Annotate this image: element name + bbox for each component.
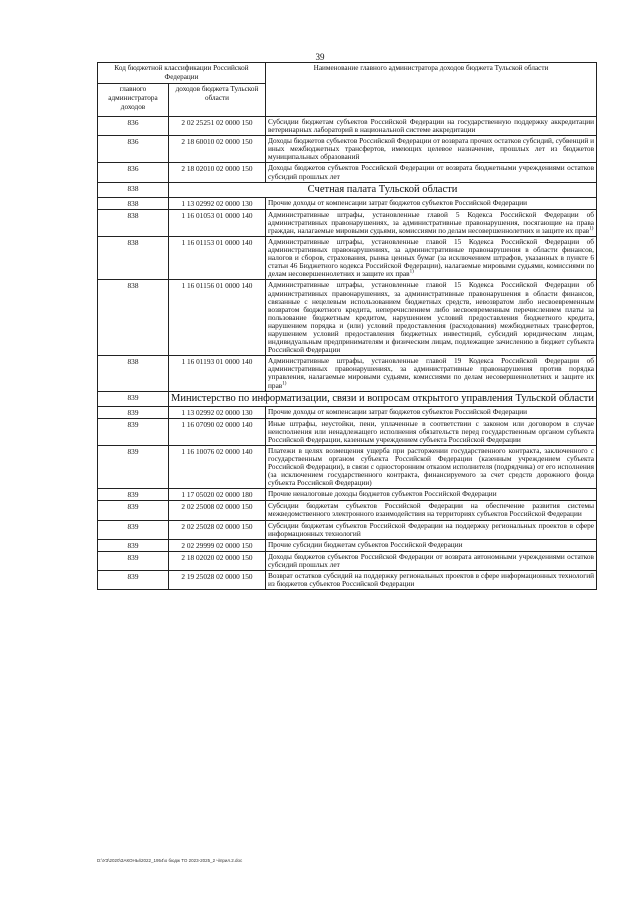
table-row bbox=[98, 501, 597, 520]
budget-code-header: Код бюджетной классификации Российской Федерации bbox=[98, 63, 266, 84]
revenue-description-cell bbox=[266, 489, 597, 501]
table-row bbox=[98, 236, 597, 279]
page-number: 39 bbox=[315, 52, 325, 62]
revenue-code-header: доходов бюджета Тульской области bbox=[169, 84, 266, 117]
revenue-description-cell bbox=[266, 551, 597, 570]
description-text: Административные штрафы, установленные главой 19 Кодекса Российской Федерации об административных правонарушениях, за административные правонарушения против порядка управления, налагаемые мировыми судьями, комиссиями по делам несовершеннолетних и защите их прав bbox=[268, 356, 595, 390]
table-row bbox=[98, 539, 597, 551]
admin-code-cell: 839 bbox=[98, 539, 169, 551]
description-text: Доходы бюджетов субъектов Российской Федерации от возврата бюджетными учреждениями остатков субсидий прошлых лет bbox=[268, 163, 595, 181]
revenue-description-cell bbox=[266, 501, 597, 520]
revenue-code-cell: 2 02 25008 02 0000 150 bbox=[169, 501, 266, 520]
footnote-marker: 1) bbox=[409, 269, 414, 275]
description-text: Субсидии бюджетам субъектов Российской Федерации на обеспечение развития системы межведомственного электронного взаимодействия на территориях субъектов Российской Федерации bbox=[268, 501, 595, 519]
admin-code-cell: 836 bbox=[98, 136, 169, 163]
table-row bbox=[98, 520, 597, 539]
admin-code-cell: 838 bbox=[98, 209, 169, 236]
description-text: Субсидии бюджетам субъектов Российской Федерации на поддержку региональных проектов в сфере информационных технологий bbox=[268, 520, 595, 538]
description-text: Доходы бюджетов субъектов Российской Федерации от возврата прочих остатков субсидий, субвенций и иных межбюджетных трансфертов, имеющих целевое назначение, прошлых лет из бюджетов муниципальных образований bbox=[268, 136, 595, 162]
description-text: Прочие доходы от компенсации затрат бюджетов субъектов Российской Федерации bbox=[268, 197, 528, 207]
revenue-description-cell bbox=[266, 356, 597, 391]
revenue-code-cell: 2 02 25028 02 0000 150 bbox=[169, 520, 266, 539]
admin-code-cell: 839 bbox=[98, 551, 169, 570]
description-text: Возврат остатков субсидий на поддержку региональных проектов в сфере информационных технологий из бюджетов субъектов Российской Федерации bbox=[268, 570, 595, 589]
revenue-description-cell bbox=[266, 406, 597, 418]
revenue-code-cell: 2 18 02010 02 0000 150 bbox=[169, 163, 266, 182]
admin-code-cell: 839 bbox=[98, 445, 169, 488]
section-title: Министерство по информатизации, связи и вопросам открытого управления Тульской области bbox=[169, 391, 597, 406]
admin-code-cell: 839 bbox=[98, 406, 169, 418]
description-text: Прочие субсидии бюджетам субъектов Российской Федерации bbox=[268, 539, 463, 549]
admin-code-cell: 838 bbox=[98, 182, 169, 197]
revenue-code-cell: 1 16 10076 02 0000 140 bbox=[169, 445, 266, 488]
revenue-code-cell: 1 16 01156 01 0000 140 bbox=[169, 280, 266, 356]
table-row bbox=[98, 163, 597, 182]
revenue-description-cell bbox=[266, 520, 597, 539]
revenue-code-cell: 2 02 25251 02 0000 150 bbox=[169, 117, 266, 136]
description-text: Субсидии бюджетам субъектов Российской Федерации на государственную поддержку аккредитации ветеринарных лабораторий в национальной системе аккредитации bbox=[268, 117, 595, 135]
revenue-description-cell bbox=[266, 236, 597, 279]
revenue-description-cell bbox=[266, 136, 597, 163]
revenue-code-cell: 1 16 07090 02 0000 140 bbox=[169, 418, 266, 445]
table-row bbox=[98, 445, 597, 488]
description-text: Доходы бюджетов субъектов Российской Федерации от возврата автономными учреждениями остатков субсидий прошлых лет bbox=[268, 551, 595, 569]
description-text: Иные штрафы, неустойки, пени, уплаченные в соответствии с законом или договором в случае неисполнения или ненадлежащего исполнения обязательств перед государственным органом субъекта Российской Федерации, казенным учреждением субъекта Российской Федерации bbox=[268, 418, 595, 444]
revenue-administrators-table bbox=[97, 62, 597, 590]
revenue-code-cell: 1 17 05020 02 0000 180 bbox=[169, 489, 266, 501]
revenue-code-cell: 2 18 02020 02 0000 150 bbox=[169, 551, 266, 570]
section-row bbox=[98, 391, 597, 406]
admin-code-cell: 836 bbox=[98, 163, 169, 182]
table-row bbox=[98, 136, 597, 163]
revenue-code-cell: 1 16 01193 01 0000 140 bbox=[169, 356, 266, 391]
description-text: Административные штрафы, установленные главой 15 Кодекса Российской Федерации об административных правонарушениях, за административные правонарушения в области финансов, связанные с нецелевым использованием бюджетных средств, невозвратом либо несвоевременным возвратом бюджетного кредита, неперечислением либо несвоевременным перечислением платы за пользование бюджетным кредитом, нарушением условий предоставления бюджетного кредита, нарушением порядка и (или) условий предоставления (расходования) межбюджетных трансфертов, нарушением условий предоставления бюджетных инвестиций, субсидий юридическим лицам, индивидуальным предпринимателям и физическим лицам, подлежащие зачислению в бюджет субъекта Российской Федерации bbox=[268, 280, 595, 355]
admin-code-cell: 839 bbox=[98, 489, 169, 501]
table-row bbox=[98, 117, 597, 136]
revenue-code-cell: 1 13 02992 02 0000 130 bbox=[169, 406, 266, 418]
administrator-name-header: Наименование главного администратора доходов бюджета Тульской области bbox=[266, 63, 597, 117]
admin-code-cell: 839 bbox=[98, 418, 169, 445]
table-row bbox=[98, 280, 597, 356]
description-text: Прочие доходы от компенсации затрат бюджетов субъектов Российской Федерации bbox=[268, 406, 528, 416]
table-row bbox=[98, 551, 597, 570]
revenue-code-cell: 1 13 02992 02 0000 130 bbox=[169, 197, 266, 209]
revenue-description-cell bbox=[266, 163, 597, 182]
table-row bbox=[98, 356, 597, 391]
table-row bbox=[98, 489, 597, 501]
revenue-code-cell: 1 16 01153 01 0000 140 bbox=[169, 236, 266, 279]
revenue-code-cell: 1 16 01053 01 0000 140 bbox=[169, 209, 266, 236]
description-text: Административные штрафы, установленные главой 15 Кодекса Российской Федерации об административных правонарушениях, за административные правонарушения в области финансов, налогов и сборов, страхования, рынка ценных бумаг (за исключением штрафов, указанных в пункте 6 статьи 46 Бюджетного кодекса Российской Федерации), налагаемые мировыми судьями, комиссиями по делам несовершеннолетних и защите их прав bbox=[268, 236, 595, 279]
revenue-description-cell bbox=[266, 197, 597, 209]
table-row bbox=[98, 406, 597, 418]
revenue-description-cell bbox=[266, 570, 597, 589]
footnote-marker: 1) bbox=[589, 226, 594, 232]
revenue-description-cell bbox=[266, 117, 597, 136]
revenue-code-cell: 2 18 60010 02 0000 150 bbox=[169, 136, 266, 163]
description-text: Платежи в целях возмещения ущерба при расторжении государственного контракта, заключенного с государственным органом субъекта Российской Федерации (казенным учреждением субъекта Российской Федерации), в связи с односторонним отказом исполнителя (подрядчика) от его исполнения (за исключением государственного контракта, финансируемого за счет средств дорожного фонда субъекта Российской Федерации) bbox=[268, 445, 595, 488]
admin-code-cell: 836 bbox=[98, 117, 169, 136]
revenue-description-cell bbox=[266, 209, 597, 236]
footnote-marker: 1) bbox=[282, 381, 287, 387]
table-row bbox=[98, 570, 597, 589]
admin-code-cell: 838 bbox=[98, 356, 169, 391]
admin-code-cell: 838 bbox=[98, 236, 169, 279]
description-text: Прочие неналоговые доходы бюджетов субъектов Российской Федерации bbox=[268, 489, 497, 499]
admin-code-cell: 838 bbox=[98, 197, 169, 209]
table-row bbox=[98, 209, 597, 236]
admin-code-cell: 839 bbox=[98, 520, 169, 539]
admin-code-cell: 839 bbox=[98, 570, 169, 589]
table-row bbox=[98, 418, 597, 445]
revenue-code-cell: 2 19 25028 02 0000 150 bbox=[169, 570, 266, 589]
revenue-description-cell bbox=[266, 280, 597, 356]
revenue-code-cell: 2 02 29999 02 0000 150 bbox=[169, 539, 266, 551]
admin-code-cell: 839 bbox=[98, 501, 169, 520]
description-text: Административные штрафы, установленные главой 5 Кодекса Российской Федерации об административных правонарушениях, за административные правонарушения, посягающие на права граждан, налагаемые мировыми судьями, комиссиями по делам несовершеннолетних и защите их прав bbox=[268, 209, 595, 235]
table-row bbox=[98, 197, 597, 209]
admin-code-cell: 838 bbox=[98, 280, 169, 356]
file-path-footer: D:\УЗ\2020\ЗАКОНЫ\2022_1954\о бюдж ТО 2023-2025_2 ч\прил.2.doc bbox=[97, 858, 243, 863]
section-title: Счетная палата Тульской области bbox=[169, 182, 597, 197]
revenue-description-cell bbox=[266, 539, 597, 551]
section-row bbox=[98, 182, 597, 197]
admin-code-cell: 839 bbox=[98, 391, 169, 406]
revenue-description-cell bbox=[266, 418, 597, 445]
revenue-description-cell bbox=[266, 445, 597, 488]
table-body bbox=[98, 117, 597, 590]
admin-code-header: главного администратора доходов bbox=[98, 84, 169, 117]
